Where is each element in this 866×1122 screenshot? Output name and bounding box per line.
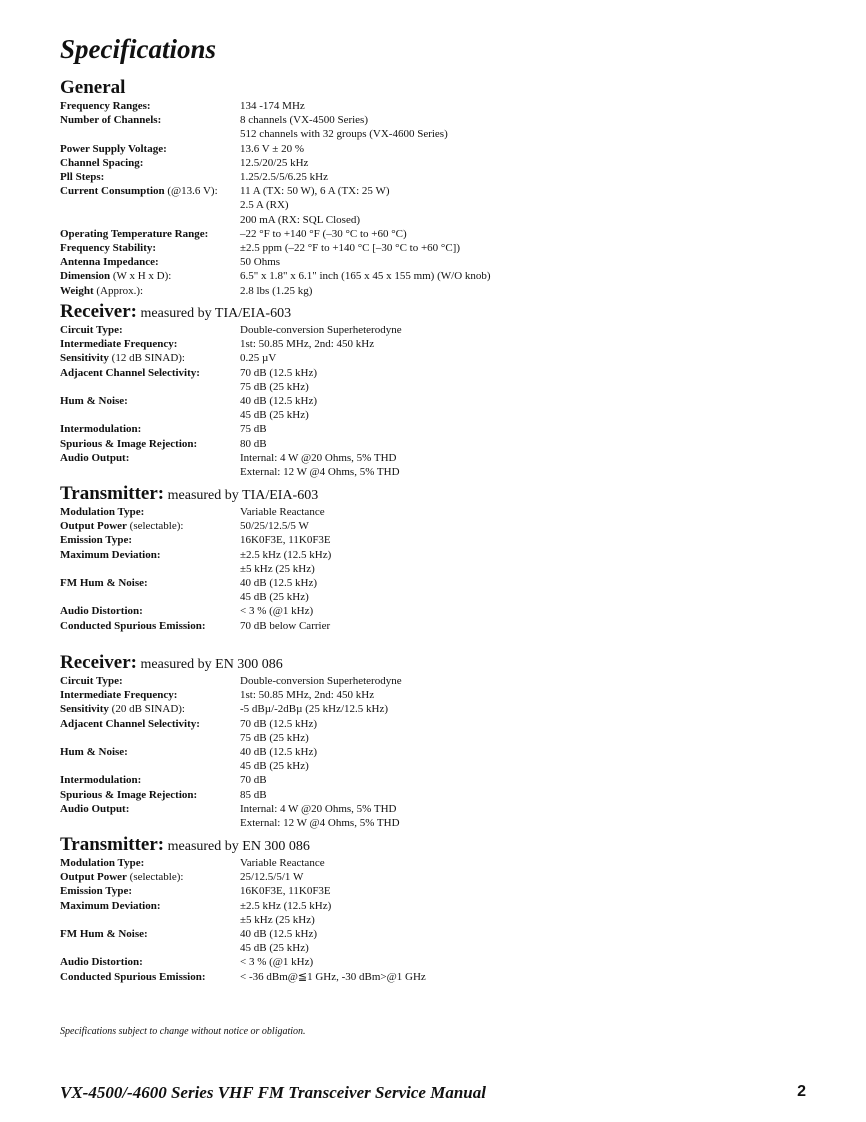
spec-row — [60, 380, 820, 394]
spec-row — [60, 562, 820, 576]
spec-row — [60, 451, 820, 465]
spec-label — [60, 548, 240, 562]
page-number: 2 — [797, 1083, 806, 1100]
spec-label — [60, 674, 240, 688]
spec-label-main: Channel Spacing: — [60, 156, 144, 169]
spec-row — [60, 773, 820, 787]
spec-value: ±2.5 kHz (12.5 kHz) — [240, 548, 332, 561]
spec-label — [60, 380, 240, 394]
spec-row — [60, 913, 820, 927]
spec-value: –22 °F to +140 °F (–30 °C to +60 °C) — [240, 227, 407, 240]
spec-value: ±5 kHz (25 kHz) — [240, 913, 315, 926]
spec-label — [60, 519, 240, 533]
spec-label-main: Weight — [60, 284, 94, 297]
spec-label-main: Audio Output: — [60, 802, 130, 815]
spec-row — [60, 870, 820, 884]
spec-label — [60, 269, 240, 283]
spec-row — [60, 731, 820, 745]
spec-label-main: Intermodulation: — [60, 423, 142, 436]
spec-label — [60, 941, 240, 955]
spec-row — [60, 505, 820, 519]
spec-row — [60, 99, 820, 113]
spec-value: 2.8 lbs (1.25 kg) — [240, 284, 313, 297]
spec-row — [60, 337, 820, 351]
spec-value: 80 dB — [240, 437, 267, 450]
page-title: Specifications — [60, 34, 216, 64]
spec-value: 1.25/2.5/5/6.25 kHz — [240, 171, 328, 184]
spec-row — [60, 688, 820, 702]
spec-label — [60, 731, 240, 745]
spec-label-main: Circuit Type: — [60, 675, 123, 687]
spec-label-main: Modulation Type: — [60, 857, 145, 869]
spec-label — [60, 899, 240, 913]
spec-value: 40 dB (12.5 kHz) — [240, 577, 317, 590]
spec-label — [60, 366, 240, 380]
spec-label — [60, 856, 240, 870]
spec-label — [60, 451, 240, 465]
spec-label — [60, 955, 240, 969]
spec-value: 0.25 µV — [240, 352, 277, 365]
spec-label — [60, 198, 240, 212]
spec-label-main: Antenna Impedance: — [60, 256, 159, 269]
spec-row — [60, 142, 820, 156]
spec-value: Variable Reactance — [240, 506, 325, 518]
spec-row — [60, 970, 820, 984]
spec-row — [60, 351, 820, 365]
section-title: Transmitter: — [60, 834, 165, 855]
spec-label — [60, 422, 240, 436]
spec-label — [60, 576, 240, 590]
spec-row — [60, 366, 820, 380]
spec-label-main: Intermodulation: — [60, 774, 142, 787]
spec-label — [60, 688, 240, 702]
spec-label — [60, 759, 240, 773]
spec-label — [60, 142, 240, 156]
spec-value: 75 dB (25 kHz) — [240, 731, 309, 744]
spec-label — [60, 604, 240, 618]
spec-label-extra: (12 dB SINAD): — [108, 352, 185, 365]
spec-value: 70 dB — [240, 774, 267, 787]
spec-label-main: Pll Steps: — [60, 171, 105, 184]
spec-value: Double-conversion Superheterodyne — [240, 675, 402, 687]
spec-label — [60, 745, 240, 759]
spec-value: 50 Ohms — [240, 256, 281, 269]
spec-row — [60, 816, 820, 830]
spec-row — [60, 113, 820, 127]
section-subtitle: measured by EN 300 086 — [137, 657, 283, 672]
spec-row — [60, 213, 820, 227]
disclaimer-note: Specifications subject to change without notice or obligation. — [60, 1026, 306, 1037]
spec-value: 85 dB — [240, 788, 267, 801]
spec-label — [60, 913, 240, 927]
spec-section-receiver-tia — [60, 301, 820, 479]
spec-value: 1st: 50.85 MHz, 2nd: 450 kHz — [240, 338, 375, 351]
spec-row — [60, 533, 820, 547]
spec-row — [60, 465, 820, 479]
spec-label — [60, 884, 240, 898]
spec-value: 40 dB (12.5 kHz) — [240, 928, 317, 941]
spec-label — [60, 816, 240, 830]
spec-label — [60, 127, 240, 141]
spec-value: 134 -174 MHz — [240, 100, 305, 112]
spec-label — [60, 408, 240, 422]
spec-value: 70 dB below Carrier — [240, 619, 331, 632]
spec-row — [60, 156, 820, 170]
spec-row — [60, 702, 820, 716]
spec-value: 16K0F3E, 11K0F3E — [240, 534, 331, 547]
spec-row — [60, 255, 820, 269]
spec-value: 12.5/20/25 kHz — [240, 156, 309, 169]
spec-label-extra: (20 dB SINAD): — [108, 703, 185, 716]
spec-row — [60, 408, 820, 422]
spec-row — [60, 745, 820, 759]
spec-value: Internal: 4 W @20 Ohms, 5% THD — [240, 451, 397, 464]
spec-value: 45 dB (25 kHz) — [240, 942, 309, 955]
spec-label-extra: (@13.6 V): — [164, 185, 218, 198]
spec-value: -5 dBµ/-2dBµ (25 kHz/12.5 kHz) — [240, 703, 389, 716]
spec-row — [60, 198, 820, 212]
spec-section-transmitter-tia — [60, 483, 820, 633]
spec-label-main: Audio Distortion: — [60, 956, 143, 969]
spec-value: ±2.5 kHz (12.5 kHz) — [240, 899, 332, 912]
spec-row — [60, 590, 820, 604]
spec-label-main: Circuit Type: — [60, 324, 123, 336]
spec-label — [60, 788, 240, 802]
spec-label-main: Output Power — [60, 871, 127, 884]
spec-label-main: Spurious & Image Rejection: — [60, 788, 198, 801]
spec-label — [60, 437, 240, 451]
spec-label-main: Intermediate Frequency: — [60, 689, 178, 702]
spec-value: Double-conversion Superheterodyne — [240, 324, 402, 336]
footer-title: VX-4500/-4600 Series VHF FM Transceiver Service Manual — [60, 1083, 486, 1102]
spec-value: 75 dB (25 kHz) — [240, 380, 309, 393]
spec-value: 13.6 V ± 20 % — [240, 142, 304, 155]
spec-label — [60, 590, 240, 604]
spec-row — [60, 422, 820, 436]
spec-row — [60, 955, 820, 969]
spec-value: 11 A (TX: 50 W), 6 A (TX: 25 W) — [240, 185, 390, 198]
spec-row — [60, 394, 820, 408]
spec-row — [60, 241, 820, 255]
spec-label-main: Operating Temperature Range: — [60, 227, 209, 240]
spec-value: 70 dB (12.5 kHz) — [240, 717, 317, 730]
spec-row — [60, 284, 820, 298]
spec-label-main: Current Consumption — [60, 185, 165, 198]
spec-row — [60, 227, 820, 241]
section-heading — [60, 652, 820, 674]
spec-label-main: Output Power — [60, 520, 127, 533]
spec-value: ±5 kHz (25 kHz) — [240, 562, 315, 575]
spec-label — [60, 562, 240, 576]
spec-value: 25/12.5/5/1 W — [240, 871, 304, 884]
section-heading — [60, 834, 820, 856]
spec-row — [60, 619, 820, 633]
spec-label — [60, 284, 240, 298]
spec-label-main: FM Hum & Noise: — [60, 928, 148, 941]
spec-label-main: Conducted Spurious Emission: — [60, 619, 206, 632]
spec-label-main: Sensitivity — [60, 703, 109, 716]
spec-value: 512 channels with 32 groups (VX-4600 Series) — [240, 128, 448, 141]
spec-row — [60, 759, 820, 773]
section-title: Receiver: — [60, 301, 137, 322]
spec-label-main: Power Supply Voltage: — [60, 142, 167, 155]
section-subtitle: measured by TIA/EIA-603 — [164, 488, 319, 503]
spec-label-main: Conducted Spurious Emission: — [60, 970, 206, 983]
spec-value: 16K0F3E, 11K0F3E — [240, 885, 331, 898]
spec-label-extra: (selectable): — [126, 871, 184, 884]
spec-row — [60, 269, 820, 283]
spec-label-main: Maximum Deviation: — [60, 899, 161, 912]
spec-value: 6.5" x 1.8" x 6.1" inch (165 x 45 x 155 mm) (W/O knob) — [240, 270, 491, 283]
spec-value: 70 dB (12.5 kHz) — [240, 366, 317, 379]
spec-value: < 3 % (@1 kHz) — [240, 956, 314, 969]
spec-value: 45 dB (25 kHz) — [240, 591, 309, 604]
spec-label — [60, 323, 240, 337]
spec-label — [60, 213, 240, 227]
spec-row — [60, 788, 820, 802]
spec-section-transmitter-en — [60, 834, 820, 984]
spec-label-main: Adjacent Channel Selectivity: — [60, 717, 200, 730]
spec-label-main: Spurious & Image Rejection: — [60, 437, 198, 450]
spec-label — [60, 184, 240, 198]
spec-label — [60, 255, 240, 269]
spec-label-main: Audio Output: — [60, 451, 130, 464]
spec-label-main: Audio Distortion: — [60, 605, 143, 618]
spec-label — [60, 113, 240, 127]
spec-label — [60, 241, 240, 255]
spec-value: 1st: 50.85 MHz, 2nd: 450 kHz — [240, 689, 375, 702]
spec-label-main: Intermediate Frequency: — [60, 338, 178, 351]
spec-label — [60, 773, 240, 787]
spec-label-main: Emission Type: — [60, 885, 133, 898]
spec-value: 8 channels (VX-4500 Series) — [240, 114, 368, 127]
spec-value: < -36 dBm@≦1 GHz, -30 dBm>@1 GHz — [240, 970, 426, 983]
spec-label — [60, 394, 240, 408]
spec-row — [60, 802, 820, 816]
spec-label-main: Dimension — [60, 270, 111, 283]
spec-label — [60, 351, 240, 365]
spec-value: 40 dB (12.5 kHz) — [240, 746, 317, 759]
section-title: General — [60, 77, 126, 98]
section-heading — [60, 301, 820, 323]
spec-value: Internal: 4 W @20 Ohms, 5% THD — [240, 802, 397, 815]
spec-label-extra: (Approx.): — [93, 284, 144, 297]
spec-label-main: Hum & Noise: — [60, 746, 128, 759]
spec-row — [60, 548, 820, 562]
spec-row — [60, 437, 820, 451]
spec-label — [60, 227, 240, 241]
spec-row — [60, 519, 820, 533]
spec-value: 40 dB (12.5 kHz) — [240, 395, 317, 408]
spec-row — [60, 323, 820, 337]
spec-value: ±2.5 ppm (–22 °F to +140 °C [–30 °C to +60 °C]) — [240, 242, 460, 255]
spec-label — [60, 619, 240, 633]
spec-label — [60, 717, 240, 731]
spec-row — [60, 717, 820, 731]
spec-row — [60, 127, 820, 141]
spec-row — [60, 856, 820, 870]
spec-label-main: Frequency Stability: — [60, 242, 157, 255]
spec-label — [60, 927, 240, 941]
spec-value: 75 dB — [240, 423, 267, 436]
spec-value: 2.5 A (RX) — [240, 199, 289, 212]
spec-label-main: Modulation Type: — [60, 506, 145, 518]
spec-label-main: Hum & Noise: — [60, 395, 128, 408]
spec-label-main: FM Hum & Noise: — [60, 577, 148, 590]
spec-label — [60, 702, 240, 716]
section-title: Transmitter: — [60, 483, 165, 504]
section-heading — [60, 483, 820, 505]
spec-value: 200 mA (RX: SQL Closed) — [240, 213, 360, 226]
spec-label — [60, 533, 240, 547]
spec-value: 45 dB (25 kHz) — [240, 760, 309, 773]
spec-value: External: 12 W @4 Ohms, 5% THD — [240, 817, 400, 830]
spec-section-receiver-en — [60, 652, 820, 830]
spec-label-main: Number of Channels: — [60, 114, 162, 127]
spec-row — [60, 674, 820, 688]
spec-row — [60, 170, 820, 184]
spec-row — [60, 899, 820, 913]
spec-value: < 3 % (@1 kHz) — [240, 605, 314, 618]
spec-row — [60, 941, 820, 955]
spec-value: 50/25/12.5/5 W — [240, 520, 309, 533]
spec-section-general — [60, 77, 820, 298]
spec-label-main: Emission Type: — [60, 534, 133, 547]
spec-row — [60, 576, 820, 590]
spec-label — [60, 337, 240, 351]
spec-label — [60, 870, 240, 884]
spec-label-main: Maximum Deviation: — [60, 548, 161, 561]
spec-label-main: Adjacent Channel Selectivity: — [60, 366, 200, 379]
spec-row — [60, 927, 820, 941]
spec-label-main: Sensitivity — [60, 352, 109, 365]
spec-label — [60, 170, 240, 184]
spec-label — [60, 970, 240, 984]
spec-row — [60, 604, 820, 618]
spec-value: Variable Reactance — [240, 857, 325, 869]
spec-label-main: Frequency Ranges: — [60, 100, 151, 112]
section-subtitle: measured by EN 300 086 — [164, 839, 310, 854]
section-subtitle: measured by TIA/EIA-603 — [137, 306, 292, 321]
spec-label-extra: (W x H x D): — [110, 270, 172, 283]
spec-label — [60, 505, 240, 519]
section-title: Receiver: — [60, 652, 137, 673]
section-heading — [60, 77, 820, 99]
spec-label — [60, 802, 240, 816]
spec-row — [60, 184, 820, 198]
spec-label — [60, 465, 240, 479]
spec-row — [60, 884, 820, 898]
spec-value: 45 dB (25 kHz) — [240, 409, 309, 422]
spec-label — [60, 156, 240, 170]
spec-value: External: 12 W @4 Ohms, 5% THD — [240, 466, 400, 479]
spec-label — [60, 99, 240, 113]
spec-label-extra: (selectable): — [126, 520, 184, 533]
